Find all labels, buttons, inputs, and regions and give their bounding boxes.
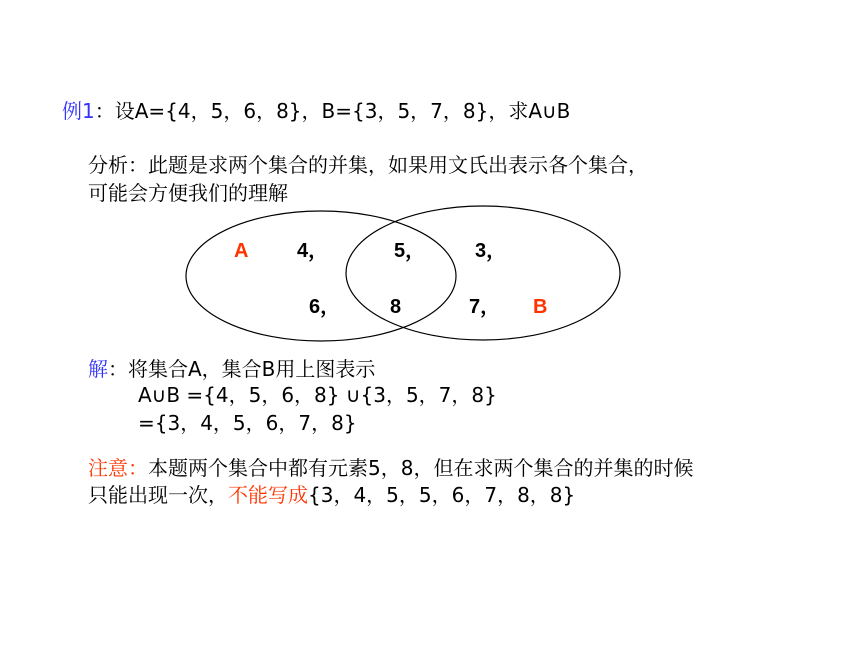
note-line2-prefix: 只能出现一次， <box>88 483 228 507</box>
note-label: 注意： <box>88 456 148 480</box>
b-only-element-top: 3， <box>475 240 507 262</box>
note-line2-suffix: {3，4，5，5，6，7，8，8} <box>308 483 576 507</box>
example-text: ：设A={4，5，6，8}，B={3，5，7，8}，求A∪B <box>94 99 571 123</box>
analysis-line-2: 可能会方便我们的理解 <box>88 181 288 205</box>
solution-text: ：将集合A，集合B用上图表示 <box>108 357 376 381</box>
note-line-1 <box>88 455 693 481</box>
b-only-element-bottom: 7， <box>469 296 501 318</box>
set-a-ellipse <box>186 211 456 341</box>
set-b-ellipse <box>346 206 620 340</box>
intersection-element-bottom: 8 <box>390 296 402 318</box>
solution-line-3: ={3，4，5，6，7，8} <box>138 411 357 435</box>
set-a-label: A <box>234 240 249 262</box>
note-line-2 <box>88 482 575 508</box>
solution-label: 解 <box>88 357 108 381</box>
example-label: 例1 <box>62 99 95 123</box>
solution-line-1 <box>88 356 375 382</box>
intersection-element-top: 5， <box>394 240 426 262</box>
note-text: 本题两个集合中都有元素5，8，但在求两个集合的并集的时候 <box>148 456 694 480</box>
set-b-label: B <box>533 296 548 318</box>
solution-line-2: A∪B ={4，5，6，8} ∪{3，5，7，8} <box>138 383 497 407</box>
analysis-line-1: 分析：此题是求两个集合的并集，如果用文氏出表示各个集合， <box>88 153 648 177</box>
a-only-element-bottom: 6， <box>309 296 341 318</box>
note-line2-warning: 不能写成 <box>228 483 308 507</box>
a-only-element-top: 4， <box>297 240 329 262</box>
